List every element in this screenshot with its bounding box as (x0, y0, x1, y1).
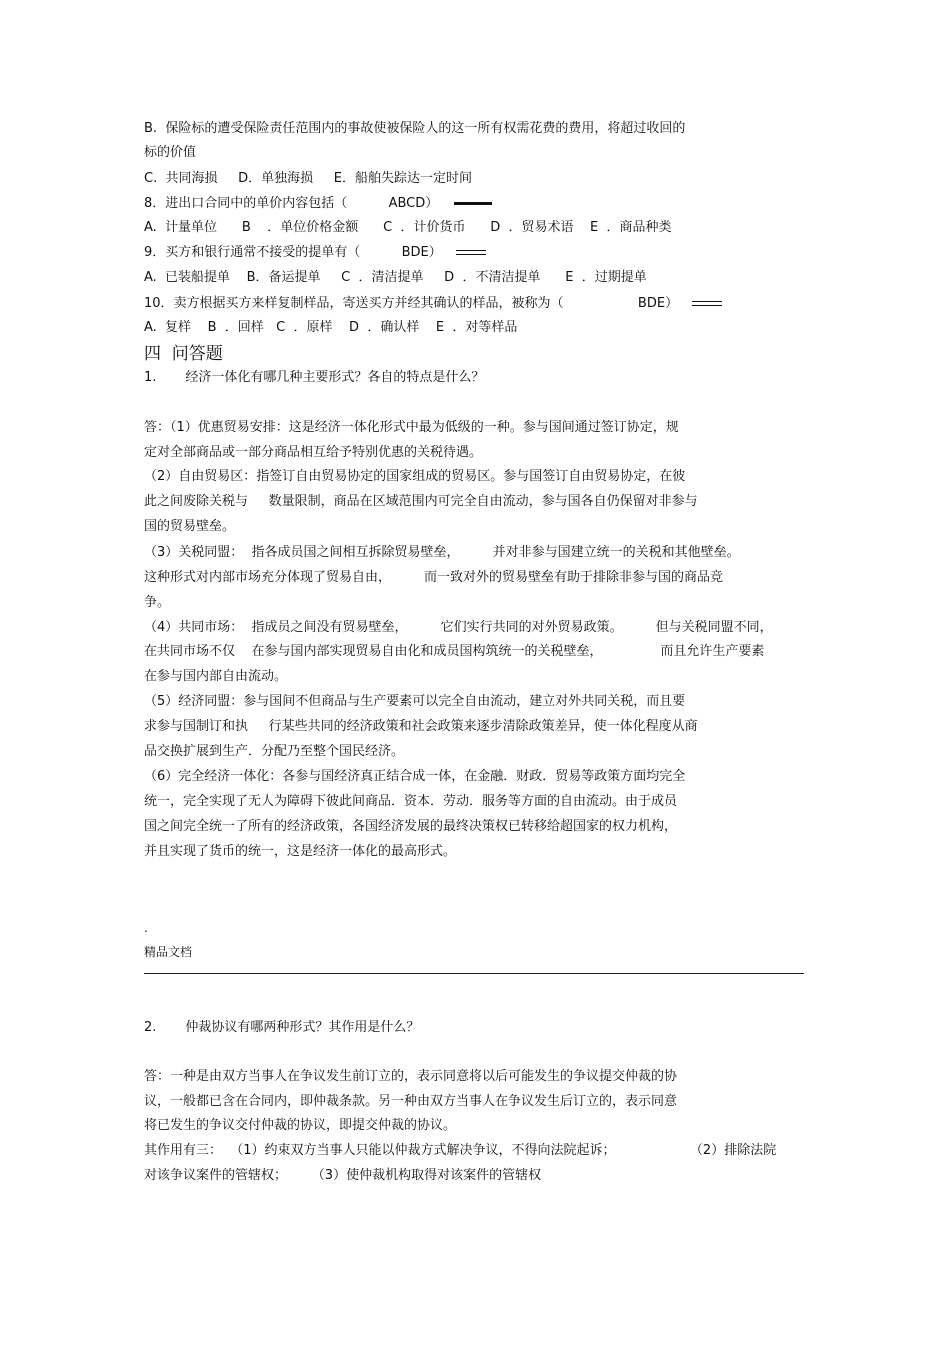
answer-line: 答：（1）优惠贸易安排：这是经济一体化形式中最为低级的一种。参与国间通过签订协定，规 (144, 420, 679, 435)
answer-line: 国之间完全统一了所有的经济政策，各国经济发展的最终决策权已转移给超国家的权力机构， (144, 819, 678, 834)
answer-underline (692, 301, 722, 306)
footer-label: 精品文档 (144, 945, 193, 959)
answer-line: 其作用有三： （1）约束双方当事人只能以仲裁方式解决争议，不得向法院起诉； （2）排除法院 (144, 1143, 777, 1158)
section-heading: 四 问答题 (144, 344, 223, 364)
answer-line: （3）关税同盟： 指各成员国之间相互拆除贸易壁垒， 并对非参与国建立统一的关税和其他壁垒。 (144, 545, 740, 560)
answer-underline (456, 250, 486, 255)
answer-line: （5）经济同盟：参与国间不但商品与生产要素可以完全自由流动，建立对外共同关税，而且要 (144, 694, 686, 709)
answer-line: 在参与国内部自由流动。 (144, 669, 288, 684)
question-10-text: 10．卖方根据买方来样复制样品，寄送买方并经其确认的样品，被称为（ BDE） (144, 296, 679, 311)
answer-line: 这种形式对内部市场充分体现了贸易自由， 而一致对外的贸易壁垒有助于排除非参与国的商品竞 (144, 570, 724, 585)
answer-line: 对该争议案件的管辖权； （3）使仲裁机构取得对该案件的管辖权 (144, 1168, 542, 1183)
answer-line: 品交换扩展到生产．分配乃至整个国民经济。 (144, 744, 405, 759)
answer-line: 国的贸易壁垒。 (144, 519, 236, 534)
option-b-line-2: 标的价值 (144, 145, 197, 160)
question-8 (144, 196, 492, 212)
answer-line: （2）自由贸易区：指签订自由贸易协定的国家组成的贸易区。参与国签订自由贸易协定，在彼 (144, 469, 686, 484)
answer-line: 此之间废除关税与 数量限制，商品在区域范围内可完全自由流动，参与国各自仍保留对非参与 (144, 494, 698, 509)
answer-line: 争。 (144, 595, 171, 610)
question-8-options: A. 计量单位 B ．单位价格金额 C ．计价货币 D ．贸易术语 E ．商品种类 (144, 220, 672, 235)
answer-line: 定对全部商品或一部分商品相互给予特别优惠的关税待遇。 (144, 445, 483, 460)
option-b-line-1: B. 保险标的遭受保险责任范围内的事故使被保险人的这一所有权需花费的费用，将超过收回的 (144, 121, 686, 136)
question-10-options: A. 复样 B ．回样 C ．原样 D ．确认样 E ．对等样品 (144, 320, 518, 335)
option-c-e-line: C. 共同海损 D．单独海损 E．船舶失踪达一定时间 (144, 171, 473, 186)
answer-line: （4）共同市场： 指成员之间没有贸易壁垒， 它们实行共同的对外贸易政策。 但与关税同盟不同， (144, 620, 773, 635)
question-9-options: A. 已装船提单 B．备运提单 C ．清洁提单 D ．不清洁提单 E ．过期提单 (144, 270, 647, 285)
question-1: 1. 经济一体化有哪几种主要形式？各自的特点是什么？ (144, 370, 485, 385)
question-8-text: 8．进出口合同中的单价内容包括（ ABCD） (144, 196, 439, 211)
answer-line: 议，一般都已含在合同内，即仲裁条款。另一种由双方当事人在争议发生后订立的，表示同意 (144, 1094, 678, 1109)
answer-line: 统一，完全实现了无人为障碍下彼此间商品．资本．劳动．服务等方面的自由流动。由于成员 (144, 794, 678, 809)
answer-line: （6）完全经济一体化：各参与国经济真正结合成一体，在金融．财政．贸易等政策方面均完全 (144, 769, 686, 784)
question-9-text: 9．买方和银行通常不接受的提单有（ BDE） (144, 245, 442, 260)
footer-divider (144, 973, 804, 974)
footer-dot: . (144, 921, 148, 935)
question-2: 2. 仲裁协议有哪两种形式？其作用是什么？ (144, 1020, 420, 1035)
answer-line: 并且实现了货币的统一，这是经济一体化的最高形式。 (144, 844, 457, 859)
answer-line: 求参与国制订和执 行某些共同的经济政策和社会政策来逐步清除政策差异，使一体化程度从商 (144, 719, 698, 734)
answer-line: 答：一种是由双方当事人在争议发生前订立的，表示同意将以后可能发生的争议提交仲裁的协 (144, 1069, 678, 1084)
question-9 (144, 245, 486, 261)
answer-line: 将已发生的争议交付仲裁的协议，即提交仲裁的协议。 (144, 1118, 457, 1133)
answer-line: 在共同市场不仅 在参与国内部实现贸易自由化和成员国构筑统一的关税壁垒， 而且允许生产要素 (144, 644, 765, 659)
question-10 (144, 296, 722, 312)
answer-underline (454, 202, 492, 205)
